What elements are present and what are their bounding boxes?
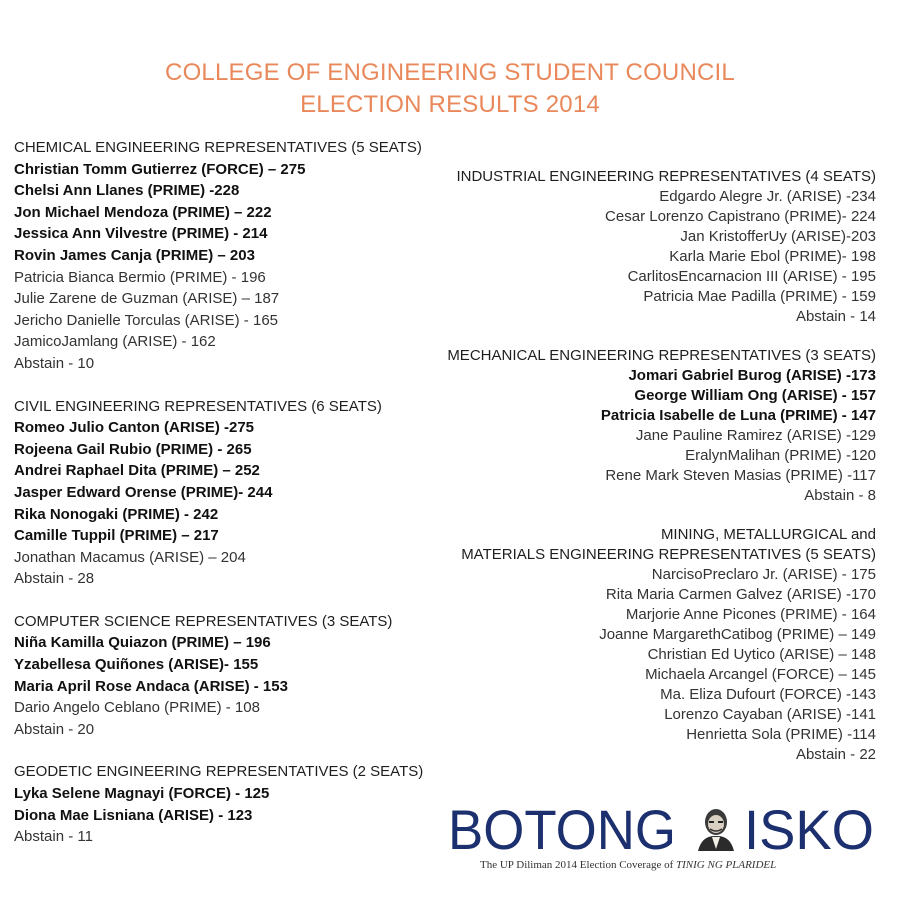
result-entry: Lorenzo Cayaban (ARISE) -141 bbox=[664, 706, 876, 723]
winner-entry: Niña Kamilla Quiazon (PRIME) – 196 bbox=[14, 634, 271, 652]
winner-entry: Jessica Ann Vilvestre (PRIME) - 214 bbox=[14, 225, 268, 243]
winner-entry: George William Ong (ARISE) - 157 bbox=[634, 387, 876, 404]
winner-entry: Chelsi Ann Llanes (PRIME) -228 bbox=[14, 182, 240, 200]
section-right-1 bbox=[446, 346, 876, 506]
section-heading: CHEMICAL ENGINEERING REPRESENTATIVES (5 SEATS) bbox=[14, 139, 422, 156]
tagline-text: The UP Diliman 2014 Election Coverage of bbox=[480, 859, 677, 871]
botong-isko-logo bbox=[446, 797, 876, 877]
winner-entry: Maria April Rose Andaca (ARISE) - 153 bbox=[14, 677, 288, 695]
section-right-0 bbox=[446, 167, 876, 327]
title-line-1: COLLEGE OF ENGINEERING STUDENT COUNCIL bbox=[165, 59, 735, 86]
section-heading: GEODETIC ENGINEERING REPRESENTATIVES (2 SEATS) bbox=[14, 763, 424, 781]
result-entry: CarlitosEncarnacion III (ARISE) - 195 bbox=[627, 268, 876, 285]
result-entry: Cesar Lorenzo Capistrano (PRIME)- 224 bbox=[605, 208, 876, 225]
result-entry: Abstain - 28 bbox=[14, 570, 95, 588]
winner-entry: Romeo Julio Canton (ARISE) -275 bbox=[14, 419, 255, 437]
section-heading: MINING, METALLURGICAL and bbox=[660, 526, 876, 543]
result-entry: Henrietta Sola (PRIME) -114 bbox=[686, 726, 876, 743]
tagline-publication: TINIG NG PLARIDEL bbox=[676, 859, 777, 871]
result-entry: Edgardo Alegre Jr. (ARISE) -234 bbox=[659, 188, 876, 205]
section-left-0 bbox=[14, 137, 464, 375]
result-entry: EralynMalihan (PRIME) -120 bbox=[685, 447, 876, 464]
section-left-2 bbox=[14, 611, 464, 741]
winner-entry: Jomari Gabriel Burog (ARISE) -173 bbox=[628, 367, 876, 384]
result-entry: Marjorie Anne Picones (PRIME) - 164 bbox=[625, 606, 876, 623]
result-entry: Abstain - 20 bbox=[14, 720, 95, 738]
section-heading: MATERIALS ENGINEERING REPRESENTATIVES (5 SEATS) bbox=[461, 546, 876, 563]
winner-entry: Rojeena Gail Rubio (PRIME) - 265 bbox=[14, 440, 252, 458]
result-entry: JamicoJamlang (ARISE) - 162 bbox=[14, 333, 216, 351]
winner-entry: Jon Michael Mendoza (PRIME) – 222 bbox=[14, 203, 272, 221]
section-right-2 bbox=[446, 525, 876, 765]
result-entry: Christian Ed Uytico (ARISE) – 148 bbox=[647, 646, 876, 663]
winner-entry: Yzabellesa Quiñones (ARISE)- 155 bbox=[14, 656, 259, 674]
winner-entry: Rika Nonogaki (PRIME) - 242 bbox=[14, 505, 219, 523]
result-entry: Abstain - 11 bbox=[14, 828, 93, 846]
section-heading: MECHANICAL ENGINEERING REPRESENTATIVES (3 SEATS) bbox=[447, 347, 876, 364]
result-entry: NarcisoPreclaro Jr. (ARISE) - 175 bbox=[651, 566, 876, 583]
logo-tagline bbox=[480, 859, 776, 871]
left-column bbox=[14, 137, 464, 869]
winner-entry: Rovin James Canja (PRIME) – 203 bbox=[14, 246, 255, 264]
result-entry: Abstain - 14 bbox=[795, 308, 876, 325]
result-entry: Abstain - 10 bbox=[14, 354, 95, 372]
result-entry: Abstain - 8 bbox=[804, 487, 876, 504]
result-entry: Julie Zarene de Guzman (ARISE) – 187 bbox=[14, 290, 280, 308]
portrait-icon bbox=[698, 809, 734, 851]
winner-entry: Lyka Selene Magnayi (FORCE) - 125 bbox=[14, 785, 270, 803]
logo-wordmark bbox=[446, 797, 876, 861]
result-entry: Abstain - 22 bbox=[795, 746, 876, 763]
result-entry: Jonathan Macamus (ARISE) – 204 bbox=[14, 548, 246, 566]
result-entry: Michaela Arcangel (FORCE) – 145 bbox=[645, 666, 876, 683]
section-left-3 bbox=[14, 761, 464, 847]
winner-entry: Diona Mae Lisniana (ARISE) - 123 bbox=[14, 806, 253, 824]
page-title bbox=[0, 57, 900, 121]
right-column bbox=[446, 167, 876, 784]
result-entry: Jericho Danielle Torculas (ARISE) - 165 bbox=[14, 311, 279, 329]
logo-word-right: ISKO bbox=[744, 798, 874, 861]
section-heading: INDUSTRIAL ENGINEERING REPRESENTATIVES (4 SEATS) bbox=[456, 168, 876, 185]
result-entry: Dario Angelo Ceblano (PRIME) - 108 bbox=[14, 699, 260, 717]
section-heading: CIVIL ENGINEERING REPRESENTATIVES (6 SEATS) bbox=[14, 397, 382, 415]
result-entry: Karla Marie Ebol (PRIME)- 198 bbox=[669, 248, 876, 265]
result-entry: Patricia Mae Padilla (PRIME) - 159 bbox=[643, 288, 876, 305]
winner-entry: Patricia Isabelle de Luna (PRIME) - 147 bbox=[600, 407, 876, 424]
winner-entry: Christian Tomm Gutierrez (FORCE) – 275 bbox=[14, 160, 306, 178]
result-entry: Jane Pauline Ramirez (ARISE) -129 bbox=[635, 427, 876, 444]
result-entry: Jan KristofferUy (ARISE)-203 bbox=[680, 228, 876, 245]
winner-entry: Andrei Raphael Dita (PRIME) – 252 bbox=[14, 462, 260, 480]
winner-entry: Jasper Edward Orense (PRIME)- 244 bbox=[14, 483, 273, 501]
result-entry: Rene Mark Steven Masias (PRIME) -117 bbox=[605, 467, 876, 484]
section-left-1 bbox=[14, 396, 464, 590]
result-entry: Rita Maria Carmen Galvez (ARISE) -170 bbox=[605, 586, 876, 603]
section-heading: COMPUTER SCIENCE REPRESENTATIVES (3 SEATS) bbox=[14, 612, 393, 630]
logo-word-left: BOTONG bbox=[448, 798, 676, 861]
result-entry: Patricia Bianca Bermio (PRIME) - 196 bbox=[14, 268, 266, 286]
winner-entry: Camille Tuppil (PRIME) – 217 bbox=[14, 527, 219, 545]
result-entry: Joanne MargarethCatibog (PRIME) – 149 bbox=[599, 626, 876, 643]
title-line-2: ELECTION RESULTS 2014 bbox=[300, 91, 600, 118]
result-entry: Ma. Eliza Dufourt (FORCE) -143 bbox=[660, 686, 876, 703]
